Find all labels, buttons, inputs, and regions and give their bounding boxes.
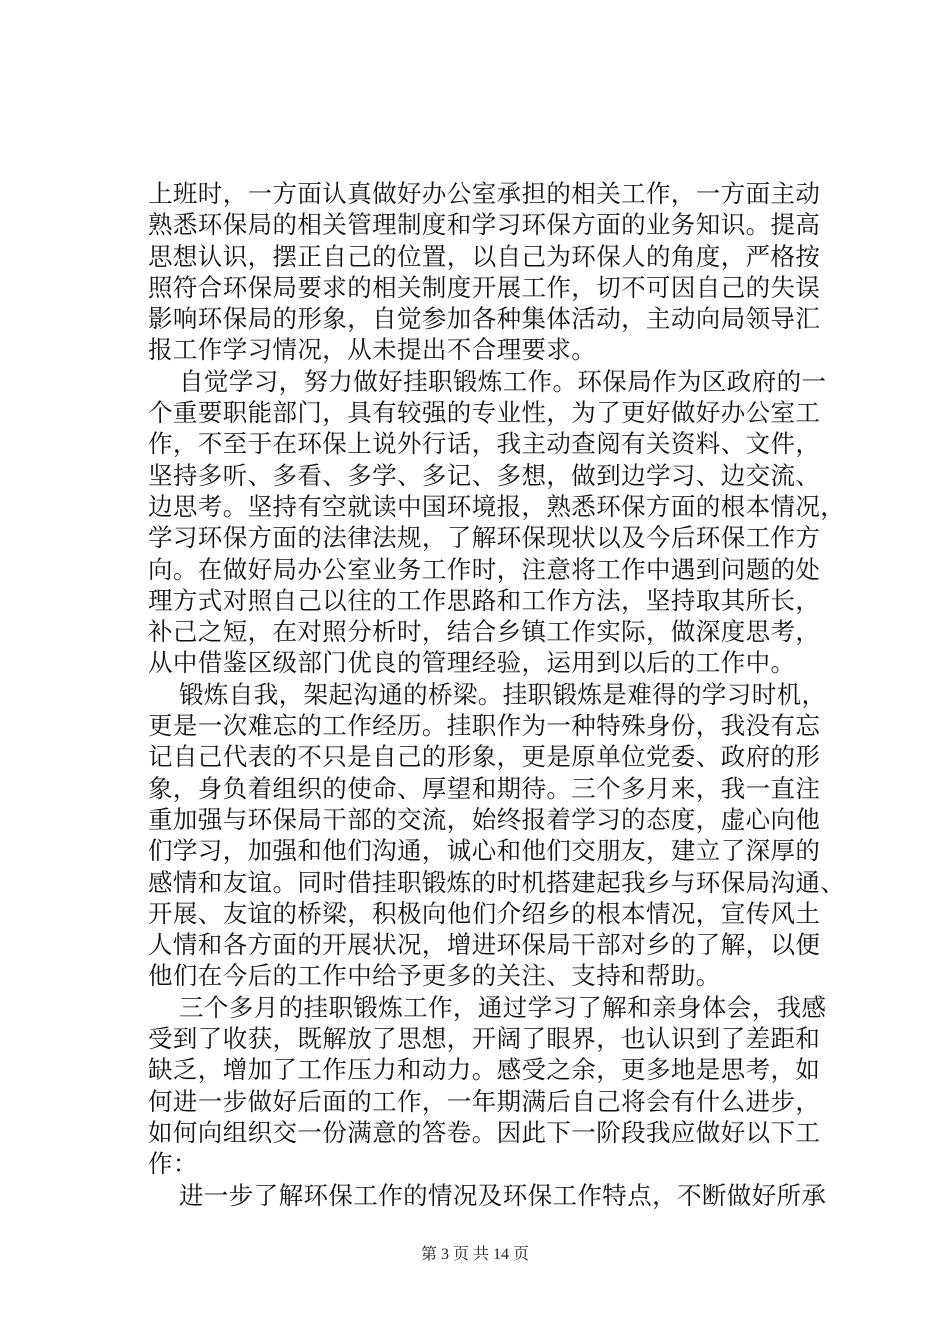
paragraph-start-line: 锻炼自我，架起沟通的桥梁。挂职锻炼是难得的学习时机，	[179, 679, 827, 709]
text-line: 从中借鉴区级部门优良的管理经验，运用到以后的工作中。	[148, 648, 796, 678]
text-line: 作：	[148, 1149, 198, 1179]
text-line: 理方式对照自己以往的工作思路和工作方法，坚持取其所长，	[148, 585, 821, 615]
text-line: 们学习，加强和他们沟通，诚心和他们交朋友，建立了深厚的	[148, 836, 821, 866]
text-line: 边思考。坚持有空就读中国环境报，熟悉环保方面的根本情况，	[148, 491, 846, 521]
text-line: 何进一步做好后面的工作，一年期满后自己将会有什么进步，	[148, 1086, 821, 1116]
text-line: 人情和各方面的开展状况，增进环保局干部对乡的了解，以便	[148, 930, 821, 960]
text-line: 如何向组织交一份满意的答卷。因此下一阶段我应做好以下工	[148, 1117, 821, 1147]
text-line: 开展、友谊的桥梁，积极向他们介绍乡的根本情况，宣传风土	[148, 898, 821, 928]
text-line: 坚持多听、多看、多学、多记、多想，做到边学习、边交流、	[148, 460, 821, 490]
text-line: 报工作学习情况，从未提出不合理要求。	[148, 335, 597, 365]
body-text	[148, 178, 846, 1211]
text-line: 记自己代表的不只是自己的形象，更是原单位党委、政府的形	[148, 742, 821, 772]
text-line: 受到了收获，既解放了思想，开阔了眼界，也认识到了差距和	[148, 1024, 821, 1054]
text-line: 他们在今后的工作中给予更多的关注、支持和帮助。	[148, 961, 721, 991]
text-line: 作，不至于在环保上说外行话，我主动查阅有关资料、文件，	[148, 429, 821, 459]
text-line: 补己之短，在对照分析时，结合乡镇工作实际，做深度思考，	[148, 617, 821, 647]
text-line: 重加强与环保局干部的交流，始终报着学习的态度，虚心向他	[148, 804, 821, 834]
text-line: 更是一次难忘的工作经历。挂职作为一种特殊身份，我没有忘	[148, 711, 821, 741]
text-line: 熟悉环保局的相关管理制度和学习环保方面的业务知识。提高	[148, 210, 821, 240]
text-line: 照符合环保局要求的相关制度开展工作，切不可因自己的失误	[148, 272, 821, 302]
page-number-footer: 第 3 页 共 14 页	[420, 1246, 529, 1263]
text-line: 向。在做好局办公室业务工作时，注意将工作中遇到问题的处	[148, 554, 821, 584]
text-line: 上班时，一方面认真做好办公室承担的相关工作，一方面主动	[148, 179, 821, 208]
text-line: 思想认识，摆正自己的位置，以自己为环保人的角度，严格按	[148, 241, 821, 271]
text-line: 象，身负着组织的使命、厚望和期待。三个多月来，我一直注	[148, 773, 821, 803]
text-line: 个重要职能部门，具有较强的专业性，为了更好做好办公室工	[148, 398, 821, 428]
paragraph-start-line: 三个多月的挂职锻炼工作，通过学习了解和亲身体会，我感	[179, 992, 827, 1022]
text-line: 学习环保方面的法律法规，了解环保现状以及今后环保工作方	[148, 523, 821, 553]
text-line: 影响环保局的形象，自觉参加各种集体活动，主动向局领导汇	[148, 304, 821, 334]
text-line: 感情和友谊。同时借挂职锻炼的时机搭建起我乡与环保局沟通、	[148, 867, 846, 897]
text-line: 缺乏，增加了工作压力和动力。感受之余，更多地是思考，如	[148, 1055, 821, 1085]
paragraph-start-line: 自觉学习，努力做好挂职锻炼工作。环保局作为区政府的一	[179, 366, 827, 396]
paragraph-start-line: 进一步了解环保工作的情况及环保工作特点，不断做好所承	[179, 1180, 827, 1210]
